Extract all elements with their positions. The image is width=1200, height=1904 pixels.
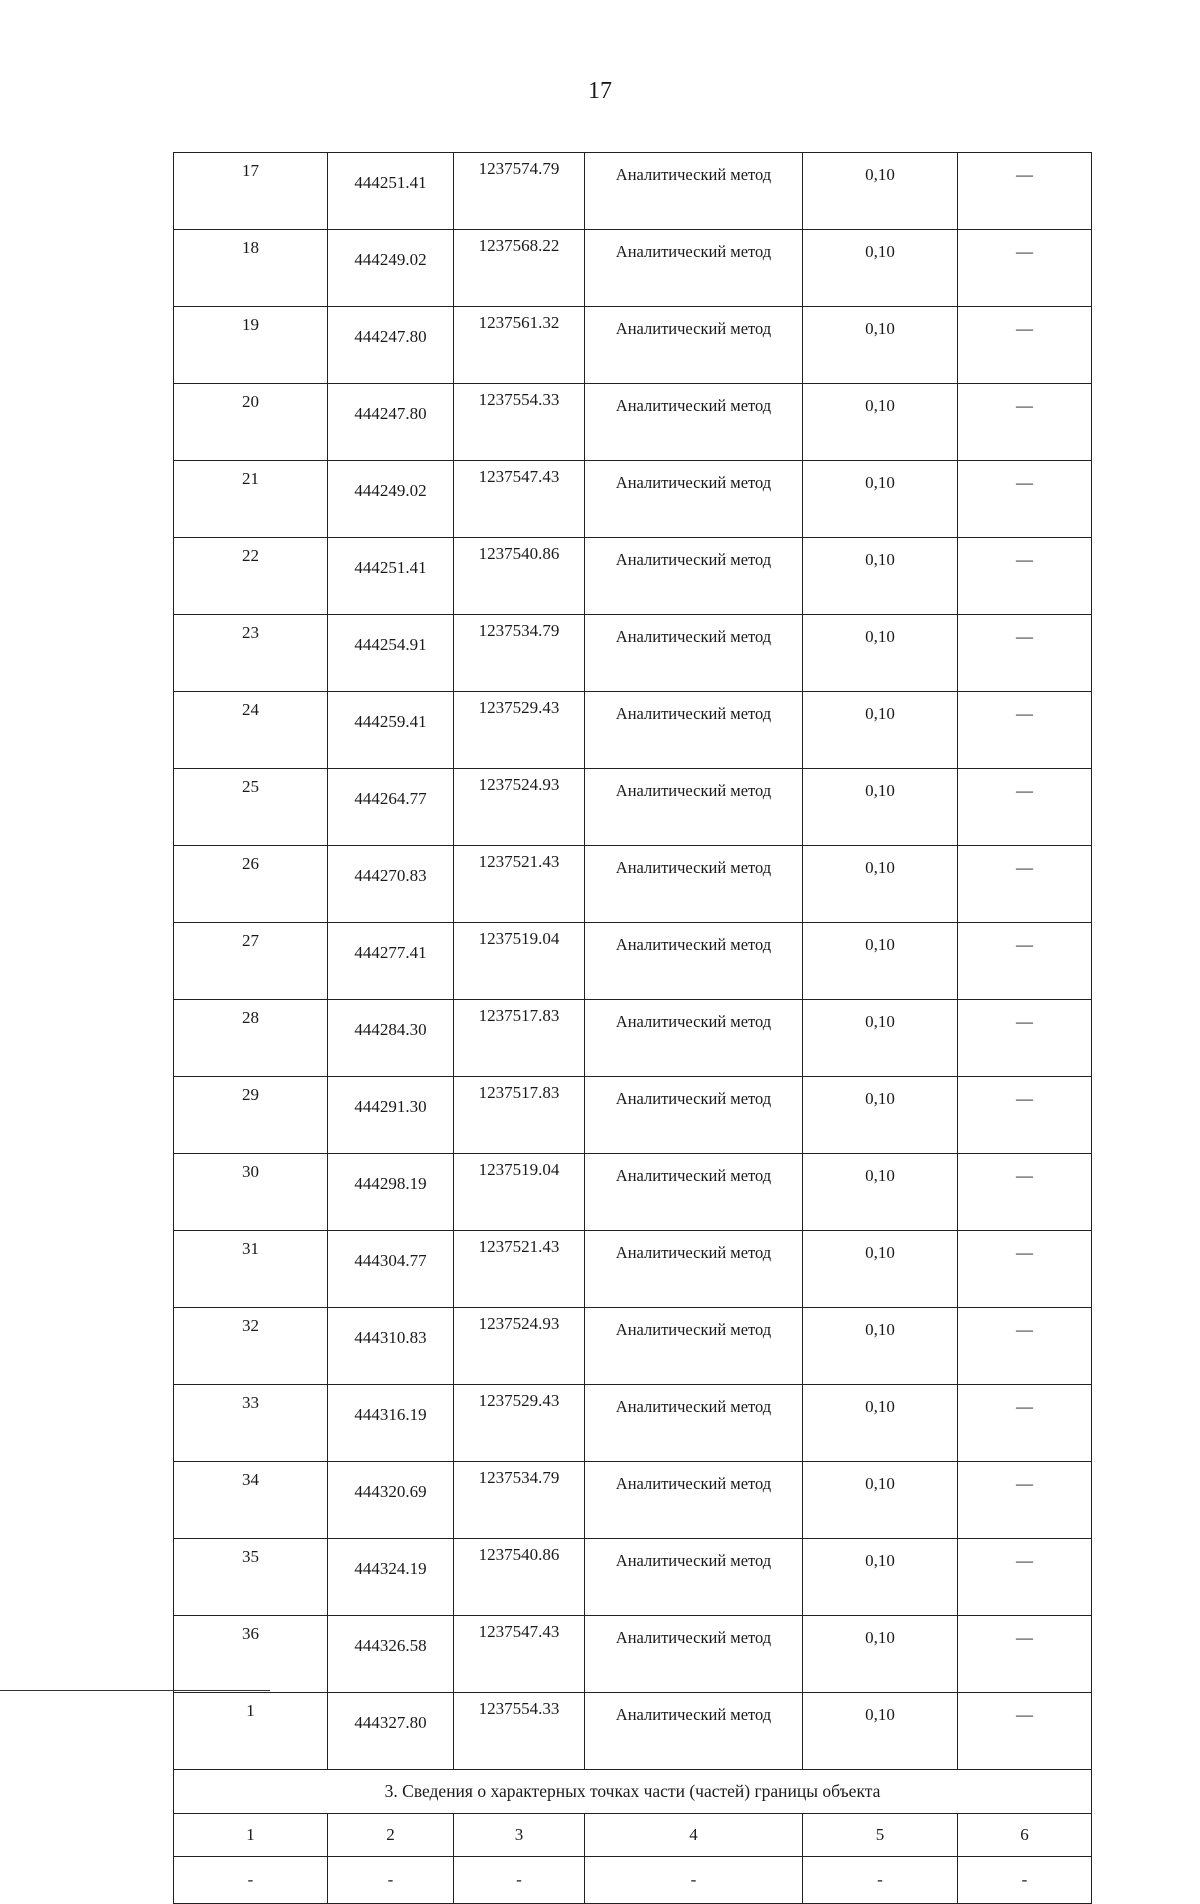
coord-x-cell: 444270.83	[328, 846, 454, 923]
point-row	[174, 153, 1092, 230]
accuracy-cell: 0,10	[803, 846, 958, 923]
method-cell: Аналитический метод	[585, 1000, 803, 1077]
section3-title-row	[174, 1770, 1092, 1814]
description-cell: —	[958, 1308, 1092, 1385]
method-cell: Аналитический метод	[585, 1308, 803, 1385]
empty-cell: -	[454, 1857, 585, 1904]
coord-y-cell: 1237521.43	[454, 1231, 585, 1308]
accuracy-cell: 0,10	[803, 692, 958, 769]
description-cell: —	[958, 1616, 1092, 1693]
method-cell: Аналитический метод	[585, 1616, 803, 1693]
coord-x-cell: 444251.41	[328, 153, 454, 230]
point-number-cell: 1	[174, 1693, 328, 1770]
method-cell: Аналитический метод	[585, 1693, 803, 1770]
method-cell: Аналитический метод	[585, 846, 803, 923]
accuracy-cell: 0,10	[803, 538, 958, 615]
accuracy-cell: 0,10	[803, 1231, 958, 1308]
accuracy-cell: 0,10	[803, 1616, 958, 1693]
coord-x-cell: 444259.41	[328, 692, 454, 769]
point-row	[174, 1308, 1092, 1385]
description-cell: —	[958, 384, 1092, 461]
point-number-cell: 33	[174, 1385, 328, 1462]
column-numbers-row	[174, 1814, 1092, 1857]
coord-x-cell: 444251.41	[328, 538, 454, 615]
accuracy-cell: 0,10	[803, 384, 958, 461]
coord-x-cell: 444249.02	[328, 230, 454, 307]
accuracy-cell: 0,10	[803, 1462, 958, 1539]
coord-y-cell: 1237521.43	[454, 846, 585, 923]
coord-x-cell: 444264.77	[328, 769, 454, 846]
coord-x-cell: 444249.02	[328, 461, 454, 538]
points-table-body	[174, 153, 1092, 1904]
point-number-cell: 34	[174, 1462, 328, 1539]
description-cell: —	[958, 1154, 1092, 1231]
coord-y-cell: 1237540.86	[454, 538, 585, 615]
empty-cell: -	[803, 1857, 958, 1904]
coord-y-cell: 1237574.79	[454, 153, 585, 230]
description-cell: —	[958, 461, 1092, 538]
description-cell: —	[958, 1000, 1092, 1077]
point-number-cell: 36	[174, 1616, 328, 1693]
coord-y-cell: 1237554.33	[454, 384, 585, 461]
column-number: 4	[585, 1814, 803, 1857]
point-row	[174, 1000, 1092, 1077]
coord-x-cell: 444277.41	[328, 923, 454, 1000]
point-number-cell: 30	[174, 1154, 328, 1231]
point-number-cell: 32	[174, 1308, 328, 1385]
point-row	[174, 1077, 1092, 1154]
point-number-cell: 27	[174, 923, 328, 1000]
accuracy-cell: 0,10	[803, 1385, 958, 1462]
coord-y-cell: 1237554.33	[454, 1693, 585, 1770]
accuracy-cell: 0,10	[803, 1539, 958, 1616]
coord-y-cell: 1237529.43	[454, 692, 585, 769]
empty-cell: -	[958, 1857, 1092, 1904]
method-cell: Аналитический метод	[585, 692, 803, 769]
coord-y-cell: 1237568.22	[454, 230, 585, 307]
coord-y-cell: 1237529.43	[454, 1385, 585, 1462]
empty-cell: -	[328, 1857, 454, 1904]
point-number-cell: 23	[174, 615, 328, 692]
method-cell: Аналитический метод	[585, 1154, 803, 1231]
point-row	[174, 1462, 1092, 1539]
method-cell: Аналитический метод	[585, 230, 803, 307]
coord-y-cell: 1237561.32	[454, 307, 585, 384]
coord-x-cell: 444320.69	[328, 1462, 454, 1539]
coord-x-cell: 444254.91	[328, 615, 454, 692]
method-cell: Аналитический метод	[585, 1077, 803, 1154]
point-row	[174, 1385, 1092, 1462]
coord-y-cell: 1237547.43	[454, 461, 585, 538]
coord-x-cell: 444247.80	[328, 307, 454, 384]
accuracy-cell: 0,10	[803, 307, 958, 384]
empty-data-row	[174, 1857, 1092, 1904]
point-number-cell: 31	[174, 1231, 328, 1308]
point-number-cell: 21	[174, 461, 328, 538]
method-cell: Аналитический метод	[585, 538, 803, 615]
column-number: 6	[958, 1814, 1092, 1857]
accuracy-cell: 0,10	[803, 769, 958, 846]
point-number-cell: 35	[174, 1539, 328, 1616]
point-number-cell: 24	[174, 692, 328, 769]
coord-x-cell: 444304.77	[328, 1231, 454, 1308]
point-row	[174, 461, 1092, 538]
description-cell: —	[958, 1231, 1092, 1308]
description-cell: —	[958, 692, 1092, 769]
point-row	[174, 384, 1092, 461]
point-row	[174, 615, 1092, 692]
coord-y-cell: 1237534.79	[454, 1462, 585, 1539]
point-row	[174, 769, 1092, 846]
coord-y-cell: 1237519.04	[454, 923, 585, 1000]
page-number: 17	[588, 78, 612, 104]
point-number-cell: 29	[174, 1077, 328, 1154]
accuracy-cell: 0,10	[803, 153, 958, 230]
section3-title: 3. Сведения о характерных точках части (частей) границы объекта	[174, 1770, 1092, 1814]
accuracy-cell: 0,10	[803, 1077, 958, 1154]
coord-y-cell: 1237540.86	[454, 1539, 585, 1616]
empty-cell: -	[585, 1857, 803, 1904]
accuracy-cell: 0,10	[803, 1308, 958, 1385]
coord-x-cell: 444310.83	[328, 1308, 454, 1385]
accuracy-cell: 0,10	[803, 615, 958, 692]
coord-x-cell: 444298.19	[328, 1154, 454, 1231]
description-cell: —	[958, 153, 1092, 230]
point-row	[174, 1693, 1092, 1770]
point-number-cell: 17	[174, 153, 328, 230]
method-cell: Аналитический метод	[585, 1385, 803, 1462]
description-cell: —	[958, 538, 1092, 615]
coord-x-cell: 444247.80	[328, 384, 454, 461]
point-number-cell: 18	[174, 230, 328, 307]
coord-y-cell: 1237517.83	[454, 1000, 585, 1077]
point-row	[174, 1616, 1092, 1693]
description-cell: —	[958, 1539, 1092, 1616]
coord-y-cell: 1237534.79	[454, 615, 585, 692]
column-number: 5	[803, 1814, 958, 1857]
boundary-points-table	[173, 152, 1092, 1904]
point-number-cell: 26	[174, 846, 328, 923]
point-row	[174, 230, 1092, 307]
empty-cell: -	[174, 1857, 328, 1904]
accuracy-cell: 0,10	[803, 1693, 958, 1770]
coord-y-cell: 1237517.83	[454, 1077, 585, 1154]
point-row	[174, 1154, 1092, 1231]
coord-y-cell: 1237547.43	[454, 1616, 585, 1693]
method-cell: Аналитический метод	[585, 769, 803, 846]
column-number: 1	[174, 1814, 328, 1857]
description-cell: —	[958, 307, 1092, 384]
method-cell: Аналитический метод	[585, 615, 803, 692]
description-cell: —	[958, 615, 1092, 692]
coord-x-cell: 444291.30	[328, 1077, 454, 1154]
point-row	[174, 846, 1092, 923]
method-cell: Аналитический метод	[585, 307, 803, 384]
point-row	[174, 1231, 1092, 1308]
coord-x-cell: 444324.19	[328, 1539, 454, 1616]
coord-y-cell: 1237524.93	[454, 769, 585, 846]
accuracy-cell: 0,10	[803, 461, 958, 538]
point-number-cell: 28	[174, 1000, 328, 1077]
description-cell: —	[958, 769, 1092, 846]
description-cell: —	[958, 1693, 1092, 1770]
point-row	[174, 692, 1092, 769]
method-cell: Аналитический метод	[585, 461, 803, 538]
method-cell: Аналитический метод	[585, 1539, 803, 1616]
method-cell: Аналитический метод	[585, 1231, 803, 1308]
column-number: 2	[328, 1814, 454, 1857]
point-number-cell: 22	[174, 538, 328, 615]
method-cell: Аналитический метод	[585, 1462, 803, 1539]
point-number-cell: 25	[174, 769, 328, 846]
method-cell: Аналитический метод	[585, 923, 803, 1000]
point-row	[174, 307, 1092, 384]
point-row	[174, 538, 1092, 615]
point-row	[174, 1539, 1092, 1616]
description-cell: —	[958, 923, 1092, 1000]
point-row	[174, 923, 1092, 1000]
description-cell: —	[958, 846, 1092, 923]
coord-x-cell: 444326.58	[328, 1616, 454, 1693]
coord-y-cell: 1237524.93	[454, 1308, 585, 1385]
column-number: 3	[454, 1814, 585, 1857]
description-cell: —	[958, 1385, 1092, 1462]
point-number-cell: 19	[174, 307, 328, 384]
coord-y-cell: 1237519.04	[454, 1154, 585, 1231]
footnote-divider	[0, 1690, 270, 1691]
description-cell: —	[958, 230, 1092, 307]
accuracy-cell: 0,10	[803, 1000, 958, 1077]
method-cell: Аналитический метод	[585, 153, 803, 230]
coord-x-cell: 444327.80	[328, 1693, 454, 1770]
method-cell: Аналитический метод	[585, 384, 803, 461]
description-cell: —	[958, 1077, 1092, 1154]
point-number-cell: 20	[174, 384, 328, 461]
description-cell: —	[958, 1462, 1092, 1539]
coord-x-cell: 444316.19	[328, 1385, 454, 1462]
accuracy-cell: 0,10	[803, 230, 958, 307]
accuracy-cell: 0,10	[803, 923, 958, 1000]
accuracy-cell: 0,10	[803, 1154, 958, 1231]
coord-x-cell: 444284.30	[328, 1000, 454, 1077]
